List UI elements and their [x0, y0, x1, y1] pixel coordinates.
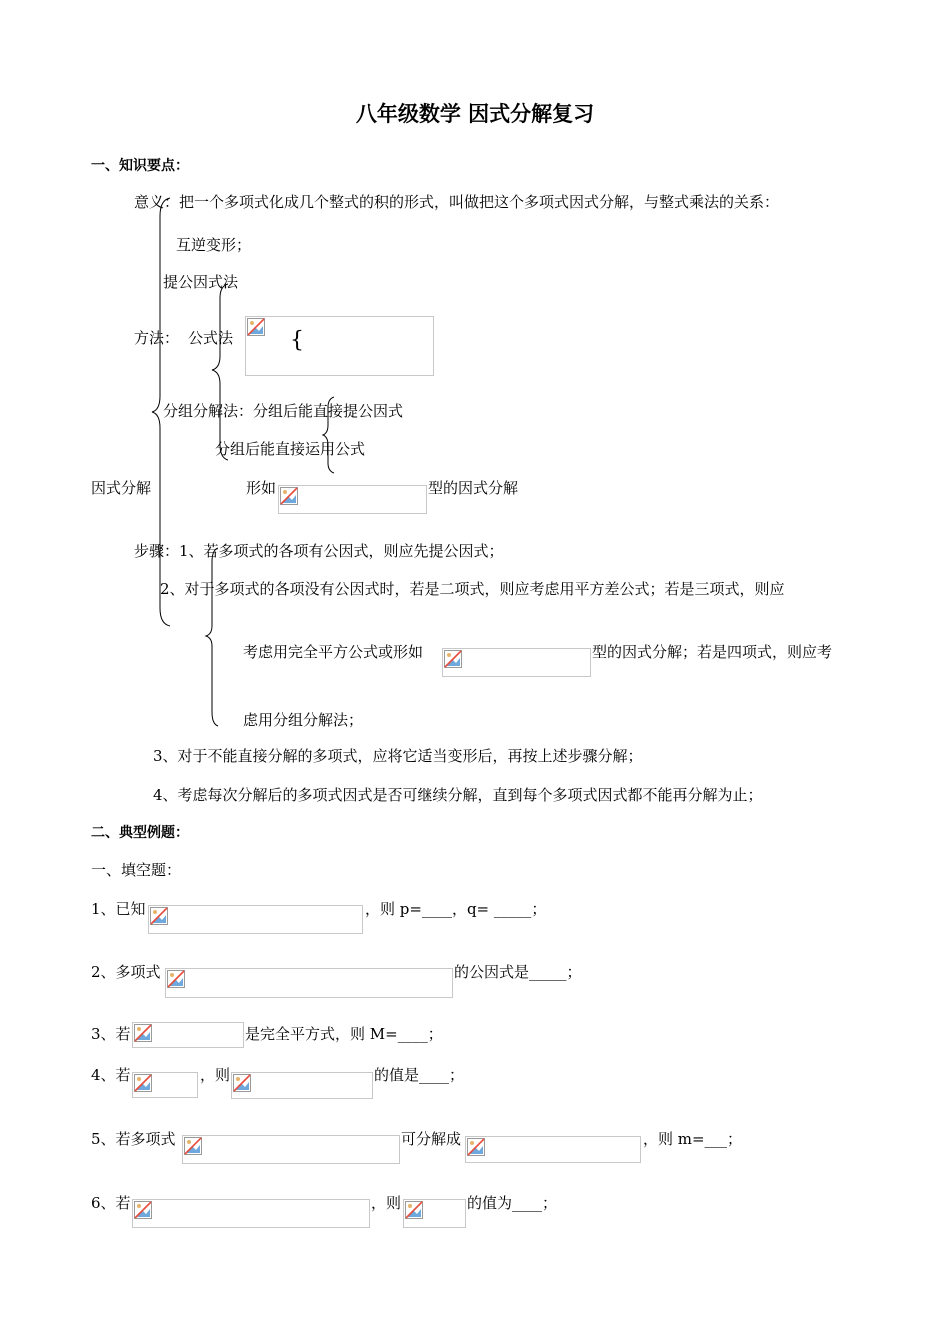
q6-suffix: 的值为____； — [467, 1194, 558, 1212]
q5-image-1 — [182, 1135, 400, 1164]
method-common-factor: 提公因式法 — [163, 273, 239, 291]
method-grouping-formula: 分组后能直接运用公式 — [215, 440, 366, 458]
q5-image-2 — [465, 1136, 641, 1163]
xingru-image — [278, 485, 427, 514]
q4-image-1 — [132, 1072, 198, 1098]
q4-image-2 — [231, 1072, 373, 1099]
q6-prefix: 6、若 — [91, 1194, 131, 1212]
method-formula: 公式法 — [188, 329, 234, 347]
broken-image-icon — [134, 1024, 152, 1042]
q1-image — [148, 905, 363, 934]
xingru-suffix: 型的因式分解 — [428, 479, 519, 497]
q3-image — [132, 1022, 244, 1048]
q2-image — [165, 968, 453, 998]
step2-image — [442, 648, 591, 677]
grouping-brace — [320, 395, 338, 475]
q3-suffix: 是完全平方式，则 M=____； — [245, 1025, 443, 1043]
q5-prefix: 5、若多项式 — [91, 1130, 176, 1148]
steps-4: 4、考虑每次分解后的多项式因式是否可继续分解，直到每个多项式因式都不能再分解为止； — [153, 786, 763, 804]
method-label: 方法： — [134, 329, 180, 347]
broken-image-icon — [467, 1138, 485, 1156]
broken-image-icon — [134, 1201, 152, 1219]
steps-3: 3、对于不能直接分解的多项式，应将它适当变形后，再按上述步骤分解； — [153, 747, 643, 765]
xingru-label: 形如 — [246, 479, 277, 497]
q1-prefix: 1、已知 — [91, 900, 146, 918]
q1-suffix: ，则 p=____，q= _____； — [365, 900, 547, 918]
broken-image-icon — [134, 1074, 152, 1092]
steps-2b-pre: 考虑用完全平方公式或形如 — [243, 643, 424, 661]
broken-image-icon — [247, 318, 265, 336]
broken-image-icon — [184, 1137, 202, 1155]
steps-1: 步骤：1、若多项式的各项有公因式，则应先提公因式； — [134, 542, 504, 560]
section-heading-knowledge: 一、知识要点： — [91, 158, 189, 174]
steps-2a: 2、对于多项式的各项没有公因式时，若是二项式，则应考虑用平方差公式；若是三项式，则应 — [160, 580, 785, 598]
steps-brace — [202, 546, 222, 728]
broken-image-icon — [405, 1201, 423, 1219]
q4-suffix: 的值是____； — [374, 1066, 465, 1084]
q6-image-2 — [403, 1199, 466, 1228]
q4-prefix: 4、若 — [91, 1066, 131, 1084]
broken-image-icon — [167, 970, 185, 988]
steps-2b-post: 型的因式分解；若是四项式，则应考 — [592, 643, 833, 661]
method-brace — [208, 282, 232, 462]
broken-image-icon — [150, 907, 168, 925]
small-brace: { — [290, 328, 304, 353]
method-grouping: 分组分解法：分组后能直接提公因式 — [163, 402, 404, 420]
root-label: 因式分解 — [91, 479, 152, 497]
broken-image-icon — [233, 1074, 251, 1092]
fill-blank-heading: 一、填空题： — [91, 861, 182, 879]
q5-middle: 可分解成 — [401, 1130, 462, 1148]
mutual-transform: 互逆变形； — [176, 236, 252, 254]
q6-image-1 — [132, 1199, 370, 1228]
formula-image — [245, 316, 434, 376]
section-heading-examples: 二、典型例题： — [91, 825, 189, 841]
broken-image-icon — [444, 650, 462, 668]
broken-image-icon — [280, 487, 298, 505]
q3-prefix: 3、若 — [91, 1025, 131, 1043]
q5-suffix: ，则 m=___； — [643, 1130, 743, 1148]
q6-middle: ，则 — [371, 1194, 402, 1212]
q2-suffix: 的公因式是_____； — [454, 963, 582, 981]
steps-2c: 虑用分组分解法； — [243, 711, 364, 729]
main-brace — [150, 196, 174, 628]
q2-prefix: 2、多项式 — [91, 963, 161, 981]
meaning-line: 意义：把一个多项式化成几个整式的积的形式，叫做把这个多项式因式分解，与整式乘法的关系： — [134, 193, 780, 211]
q4-middle: ，则 — [200, 1066, 231, 1084]
page-title: 八年级数学 因式分解复习 — [355, 102, 595, 126]
